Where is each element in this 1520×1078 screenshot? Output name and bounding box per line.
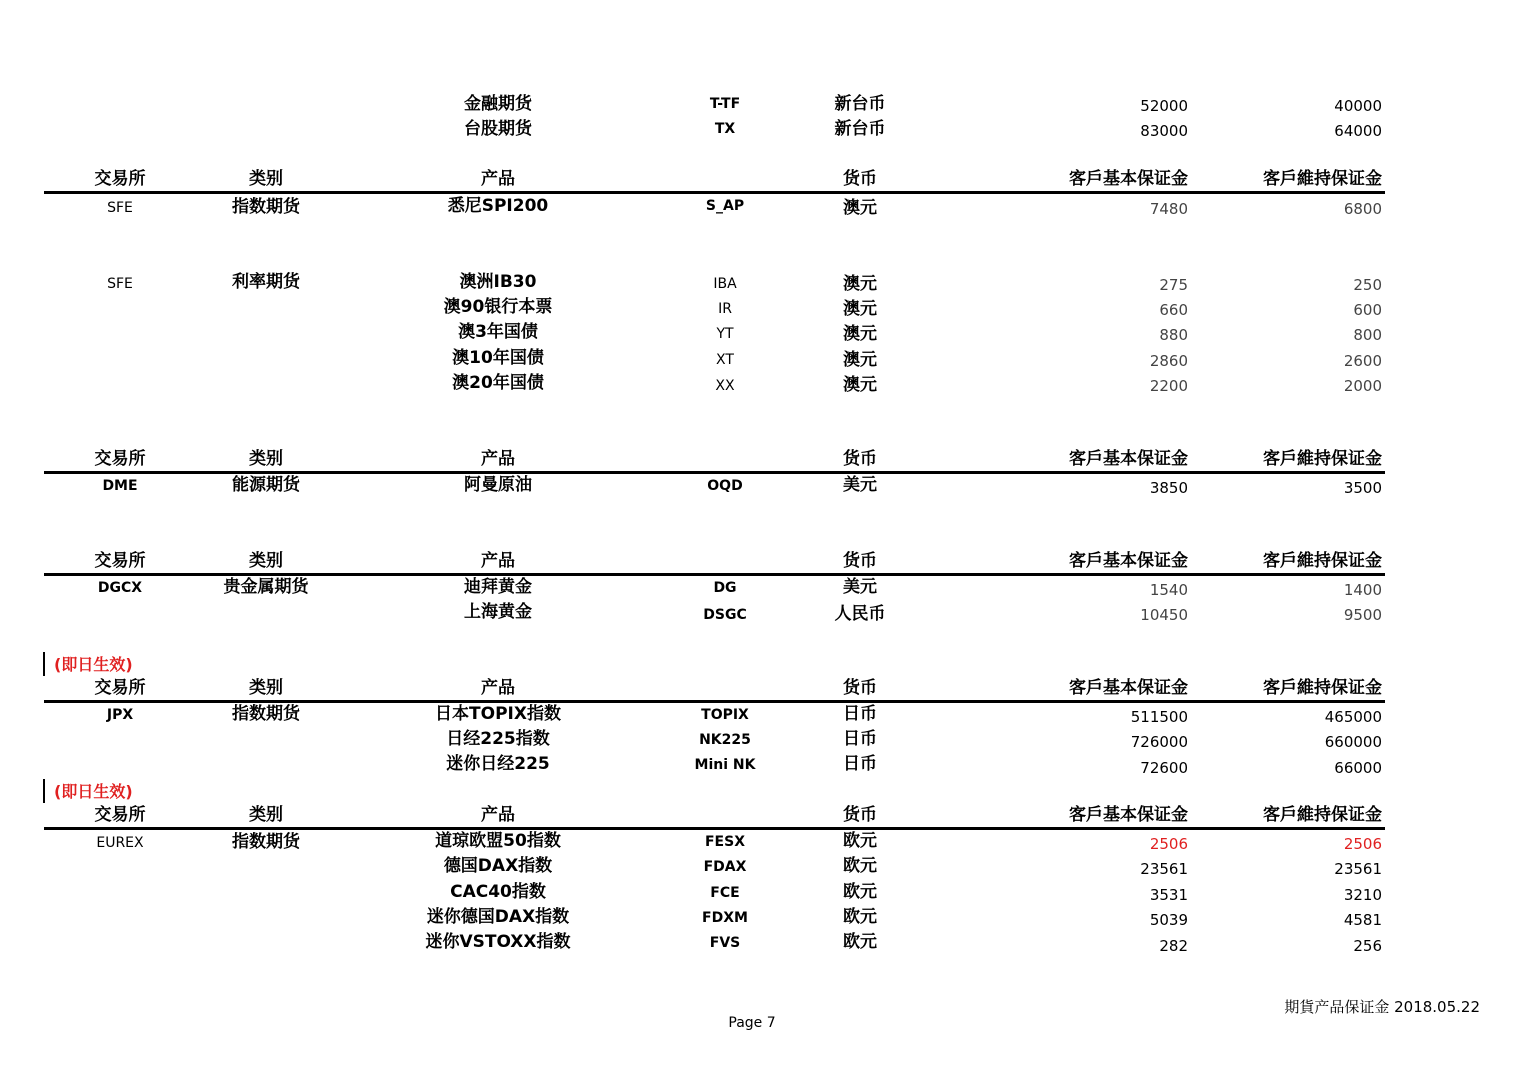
product-name: 悉尼SPI200 bbox=[447, 196, 549, 216]
maintenance-margin: 40000 bbox=[1334, 97, 1382, 115]
basic-margin: 3850 bbox=[1149, 479, 1188, 497]
header-maintenance-margin: 客戶維持保证金 bbox=[1263, 169, 1382, 189]
currency: 澳元 bbox=[843, 324, 877, 344]
currency: 新台币 bbox=[834, 94, 886, 114]
currency: 澳元 bbox=[843, 274, 877, 294]
product-code: DSGC bbox=[703, 607, 747, 623]
header-exchange: 交易所 bbox=[94, 678, 146, 698]
product-name: CAC40指数 bbox=[450, 882, 546, 902]
header-maintenance-margin: 客戶維持保证金 bbox=[1263, 551, 1382, 571]
product-code: NK225 bbox=[699, 732, 751, 748]
maintenance-margin: 660000 bbox=[1324, 733, 1382, 751]
currency: 澳元 bbox=[843, 299, 877, 319]
product-code: IR bbox=[718, 301, 732, 317]
maintenance-margin: 9500 bbox=[1343, 606, 1382, 624]
product-name: 澳3年国债 bbox=[458, 322, 538, 342]
exchange-name: JPX bbox=[106, 707, 134, 723]
maintenance-margin: 64000 bbox=[1334, 122, 1382, 140]
product-code: TX bbox=[714, 121, 736, 137]
product-name: 迪拜黄金 bbox=[464, 577, 532, 597]
basic-margin: 5039 bbox=[1149, 911, 1188, 929]
header-exchange: 交易所 bbox=[94, 805, 146, 825]
product-name: 道琼欧盟50指数 bbox=[435, 831, 561, 851]
effective-notice: (即日生效) bbox=[54, 782, 133, 801]
header-currency: 货币 bbox=[843, 678, 877, 698]
basic-margin: 72600 bbox=[1140, 759, 1188, 777]
header-category: 类别 bbox=[249, 678, 283, 698]
exchange-name: SFE bbox=[107, 200, 133, 216]
maintenance-margin: 3500 bbox=[1343, 479, 1382, 497]
header-maintenance-margin: 客戶維持保证金 bbox=[1263, 805, 1382, 825]
header-basic-margin: 客戶基本保证金 bbox=[1069, 551, 1188, 571]
header-basic-margin: 客戶基本保证金 bbox=[1069, 169, 1188, 189]
currency: 日币 bbox=[843, 754, 877, 774]
revision-bar bbox=[43, 779, 45, 803]
product-name: 日经225指数 bbox=[446, 729, 550, 749]
exchange-name: SFE bbox=[107, 276, 133, 292]
product-name: 澳洲IB30 bbox=[459, 272, 537, 292]
basic-margin: 2506 bbox=[1149, 835, 1188, 853]
product-code: S_AP bbox=[705, 198, 745, 214]
document-title: 期貨产品保证金 2018.05.22 bbox=[1284, 998, 1480, 1016]
product-name: 德国DAX指数 bbox=[443, 856, 553, 876]
product-name: 迷你VSTOXX指数 bbox=[425, 932, 571, 952]
currency: 欧元 bbox=[843, 882, 877, 902]
header-category: 类别 bbox=[249, 805, 283, 825]
basic-margin: 23561 bbox=[1140, 860, 1188, 878]
maintenance-margin: 4581 bbox=[1343, 911, 1382, 929]
header-currency: 货币 bbox=[843, 169, 877, 189]
header-maintenance-margin: 客戶維持保证金 bbox=[1263, 678, 1382, 698]
product-code: XT bbox=[716, 352, 734, 368]
currency: 欧元 bbox=[843, 932, 877, 952]
product-code: Mini NK bbox=[694, 757, 756, 773]
header-category: 类别 bbox=[249, 169, 283, 189]
basic-margin: 282 bbox=[1159, 937, 1188, 955]
header-product: 产品 bbox=[481, 805, 515, 825]
header-maintenance-margin: 客戶維持保证金 bbox=[1263, 449, 1382, 469]
header-basic-margin: 客戶基本保证金 bbox=[1069, 449, 1188, 469]
header-basic-margin: 客戶基本保证金 bbox=[1069, 805, 1188, 825]
header-product: 产品 bbox=[481, 449, 515, 469]
category-name: 指数期货 bbox=[232, 832, 300, 852]
product-name: 金融期货 bbox=[464, 94, 532, 114]
basic-margin: 52000 bbox=[1140, 97, 1188, 115]
exchange-name: DGCX bbox=[97, 580, 143, 596]
basic-margin: 3531 bbox=[1149, 886, 1188, 904]
category-name: 指数期货 bbox=[232, 704, 300, 724]
product-code: FDAX bbox=[703, 859, 747, 875]
maintenance-margin: 3210 bbox=[1343, 886, 1382, 904]
currency: 美元 bbox=[843, 577, 877, 597]
product-name: 澳90银行本票 bbox=[443, 297, 553, 317]
product-name: 上海黄金 bbox=[464, 602, 532, 622]
currency: 欧元 bbox=[843, 907, 877, 927]
exchange-name: EUREX bbox=[96, 835, 144, 851]
product-name: 阿曼原油 bbox=[464, 475, 532, 495]
currency: 澳元 bbox=[843, 198, 877, 218]
currency: 欧元 bbox=[843, 856, 877, 876]
product-code: OQD bbox=[707, 478, 743, 494]
maintenance-margin: 2000 bbox=[1343, 377, 1382, 395]
product-name: 迷你德国DAX指数 bbox=[426, 907, 570, 927]
header-product: 产品 bbox=[481, 551, 515, 571]
product-code: FESX bbox=[704, 834, 745, 850]
maintenance-margin: 66000 bbox=[1334, 759, 1382, 777]
maintenance-margin: 6800 bbox=[1343, 200, 1382, 218]
basic-margin: 275 bbox=[1159, 276, 1188, 294]
maintenance-margin: 800 bbox=[1353, 326, 1382, 344]
maintenance-margin: 2600 bbox=[1343, 352, 1382, 370]
header-category: 类别 bbox=[249, 449, 283, 469]
product-code: DG bbox=[713, 580, 737, 596]
maintenance-margin: 23561 bbox=[1334, 860, 1382, 878]
product-name: 日本TOPIX指数 bbox=[435, 704, 561, 724]
basic-margin: 880 bbox=[1159, 326, 1188, 344]
basic-margin: 83000 bbox=[1140, 122, 1188, 140]
maintenance-margin: 600 bbox=[1353, 301, 1382, 319]
revision-bar bbox=[43, 652, 45, 676]
basic-margin: 1540 bbox=[1149, 581, 1188, 599]
header-exchange: 交易所 bbox=[94, 169, 146, 189]
currency: 日币 bbox=[843, 729, 877, 749]
basic-margin: 2860 bbox=[1149, 352, 1188, 370]
currency: 日币 bbox=[843, 704, 877, 724]
header-currency: 货币 bbox=[843, 551, 877, 571]
header-category: 类别 bbox=[249, 551, 283, 571]
maintenance-margin: 250 bbox=[1353, 276, 1382, 294]
product-name: 台股期货 bbox=[464, 119, 532, 139]
product-code: YT bbox=[716, 326, 734, 342]
currency: 欧元 bbox=[843, 831, 877, 851]
header-product: 产品 bbox=[481, 169, 515, 189]
product-name: 澳20年国债 bbox=[452, 373, 544, 393]
header-product: 产品 bbox=[481, 678, 515, 698]
category-name: 能源期货 bbox=[232, 475, 300, 495]
effective-notice: (即日生效) bbox=[54, 655, 133, 674]
currency: 美元 bbox=[843, 475, 877, 495]
maintenance-margin: 2506 bbox=[1343, 835, 1382, 853]
header-currency: 货币 bbox=[843, 449, 877, 469]
currency: 澳元 bbox=[843, 375, 877, 395]
maintenance-margin: 1400 bbox=[1343, 581, 1382, 599]
product-name: 迷你日经225 bbox=[446, 754, 550, 774]
header-exchange: 交易所 bbox=[94, 551, 146, 571]
product-code: T-TF bbox=[709, 96, 741, 112]
header-basic-margin: 客戶基本保证金 bbox=[1069, 678, 1188, 698]
basic-margin: 10450 bbox=[1140, 606, 1188, 624]
product-code: XX bbox=[715, 378, 735, 394]
category-name: 利率期货 bbox=[232, 272, 300, 292]
product-code: FDXM bbox=[702, 910, 748, 926]
product-code: TOPIX bbox=[701, 707, 749, 723]
currency: 人民币 bbox=[834, 604, 886, 624]
header-currency: 货币 bbox=[843, 805, 877, 825]
maintenance-margin: 465000 bbox=[1324, 708, 1382, 726]
product-name: 澳10年国债 bbox=[452, 348, 544, 368]
basic-margin: 2200 bbox=[1149, 377, 1188, 395]
exchange-name: DME bbox=[102, 478, 138, 494]
product-code: IBA bbox=[713, 276, 737, 292]
category-name: 贵金属期货 bbox=[223, 577, 309, 597]
page-number: Page 7 bbox=[728, 1015, 776, 1031]
header-exchange: 交易所 bbox=[94, 449, 146, 469]
currency: 澳元 bbox=[843, 350, 877, 370]
product-code: FCE bbox=[710, 885, 740, 901]
basic-margin: 7480 bbox=[1149, 200, 1188, 218]
product-code: FVS bbox=[709, 935, 741, 951]
category-name: 指数期货 bbox=[232, 197, 300, 217]
maintenance-margin: 256 bbox=[1353, 937, 1382, 955]
basic-margin: 726000 bbox=[1130, 733, 1188, 751]
basic-margin: 660 bbox=[1159, 301, 1188, 319]
basic-margin: 511500 bbox=[1130, 708, 1188, 726]
currency: 新台币 bbox=[834, 119, 886, 139]
